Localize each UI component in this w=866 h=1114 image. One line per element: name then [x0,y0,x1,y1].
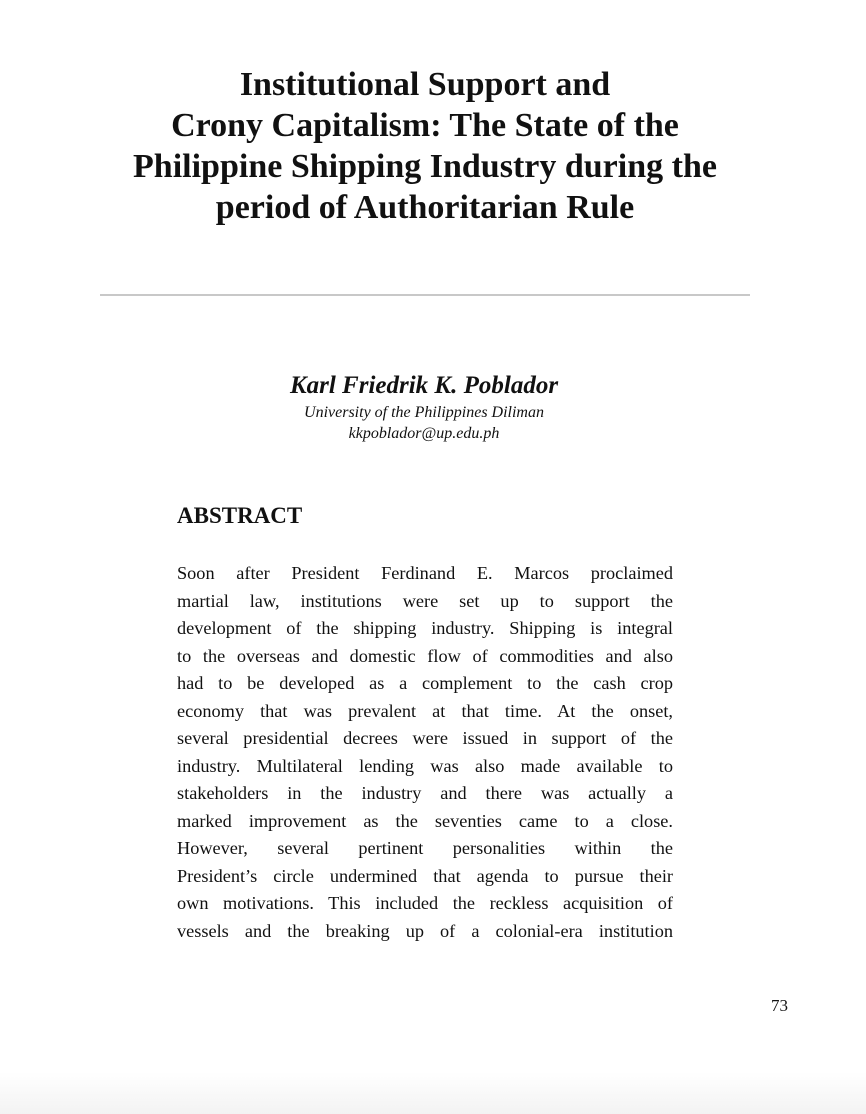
title-line-3: Philippine Shipping Industry during the [133,148,717,185]
abstract-line: stakeholders in the industry and there was actually a [177,783,673,803]
page-number: 73 [771,996,788,1015]
author-email: kkpoblador@up.edu.ph [348,425,500,442]
abstract-body [177,560,673,945]
abstract-line: to the overseas and domestic flow of commodities and also [177,645,673,666]
abstract-line: vessels and the breaking up of a colonial-era institution [177,920,673,941]
title-line-2: Crony Capitalism: The State of the [171,107,679,144]
paper-title [60,64,790,228]
abstract-line: industry. Multilateral lending was also made available to [177,755,673,776]
abstract-line: development of the shipping industry. Shipping is integral [177,618,673,638]
title-divider [100,294,750,296]
abstract-line: had to be developed as a complement to the cash crop [177,673,673,693]
abstract-line: several presidential decrees were issued in support of the [177,728,673,748]
abstract-line: economy that was prevalent at that time. At the onset, [177,700,673,721]
abstract-heading: ABSTRACT [177,503,303,528]
author-block [174,370,674,444]
title-line-1: Institutional Support and [239,66,611,103]
abstract-line: own motivations. This included the reckless acquisition of [177,893,673,913]
abstract-line: President’s circle undermined that agenda to pursue their [177,865,673,886]
page-bottom-shade [0,1072,866,1114]
abstract-line: martial law, institutions were set up to support the [177,590,673,611]
author-affiliation: University of the Philippines Diliman [304,404,544,421]
abstract-line: However, several pertinent personalities within the [177,838,673,858]
abstract-line: marked improvement as the seventies came to a close. [177,810,673,831]
abstract-line: Soon after President Ferdinand E. Marcos proclaimed [177,563,673,583]
title-line-4: period of Authoritarian Rule [215,189,635,226]
author-name: Karl Friedrik K. Poblador [289,372,559,399]
